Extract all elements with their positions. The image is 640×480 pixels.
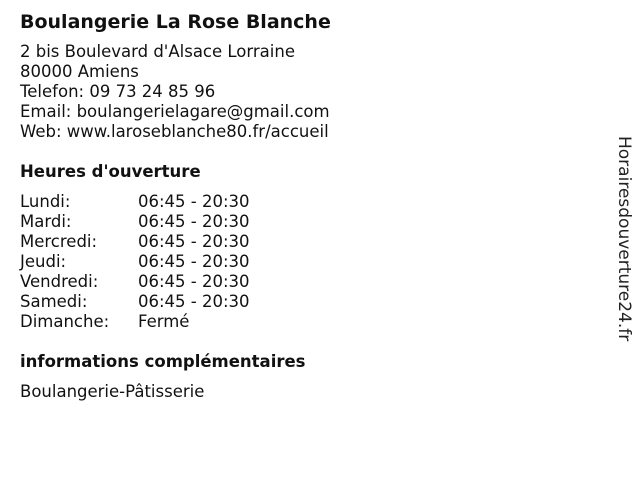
time-value: Fermé	[138, 312, 190, 331]
day-label: Mardi:	[20, 212, 72, 231]
hours-row	[20, 212, 580, 232]
hours-row	[20, 192, 580, 212]
hours-row	[20, 252, 580, 272]
hours-row	[20, 312, 580, 332]
address-city: 80000 Amiens	[20, 62, 139, 81]
email-text: Email: boulangerielagare@gmail.com	[20, 102, 330, 121]
hours-row	[20, 292, 580, 312]
extra-info-heading: informations complémentaires	[20, 352, 306, 371]
phone-text: Telefon: 09 73 24 85 96	[20, 82, 216, 101]
web-text: Web: www.laroseblanche80.fr/accueil	[20, 122, 329, 141]
day-label: Mercredi:	[20, 232, 98, 251]
contact-details	[20, 42, 580, 142]
hours-row	[20, 272, 580, 292]
day-label: Jeudi:	[20, 252, 67, 271]
address-street: 2 bis Boulevard d'Alsace Lorraine	[20, 42, 295, 61]
day-label: Dimanche:	[20, 312, 110, 331]
site-watermark: Horairesdouverture24.fr	[614, 136, 634, 342]
extra-info-text: Boulangerie-Pâtisserie	[20, 382, 205, 401]
day-label: Vendredi:	[20, 272, 99, 291]
time-value: 06:45 - 20:30	[138, 232, 250, 251]
time-value: 06:45 - 20:30	[138, 272, 250, 291]
hours-row	[20, 232, 580, 252]
time-value: 06:45 - 20:30	[138, 192, 250, 211]
opening-hours-list	[20, 192, 580, 332]
time-value: 06:45 - 20:30	[138, 212, 250, 231]
day-label: Lundi:	[20, 192, 71, 211]
business-name: Boulangerie La Rose Blanche	[20, 11, 331, 33]
business-card	[20, 10, 580, 402]
hours-heading: Heures d'ouverture	[20, 162, 201, 181]
day-label: Samedi:	[20, 292, 88, 311]
time-value: 06:45 - 20:30	[138, 252, 250, 271]
time-value: 06:45 - 20:30	[138, 292, 250, 311]
